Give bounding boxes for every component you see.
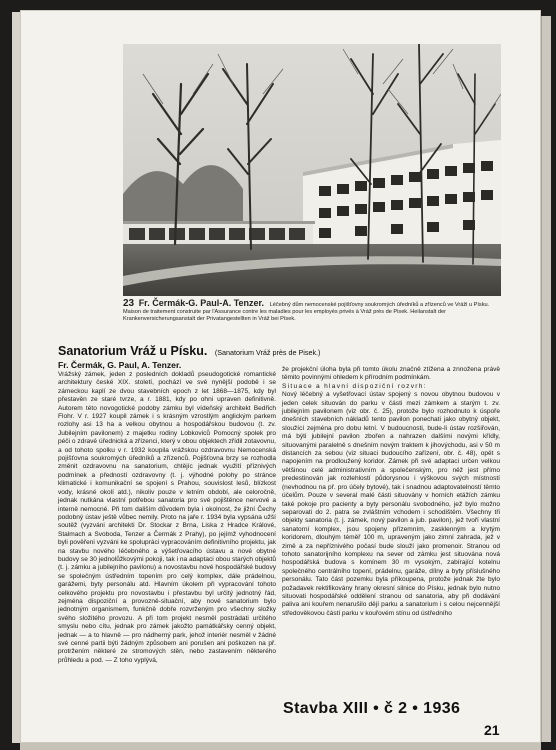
figure-number: 23 — [123, 298, 135, 309]
article-byline: Fr. Čermák, G. Paul, A. Tenzer. — [58, 360, 182, 370]
page-edge-left — [12, 12, 20, 743]
page-bottom-edge — [20, 743, 541, 750]
section-heading: Situace a hlavní dispoziční rozvrh: — [282, 382, 427, 390]
sanatorium-photo — [123, 44, 501, 296]
photo-caption — [123, 300, 503, 324]
magazine-issue: Stavba XIII • č 2 • 1936 — [283, 700, 461, 717]
page-edge-right — [541, 16, 551, 742]
article-title-text: Sanatorium Vráž u Písku. — [58, 344, 208, 358]
page-number: 21 — [484, 722, 500, 738]
article-title — [58, 344, 320, 358]
caption-text: Léčebný dům nemocenské pojišťovny soukromých úředníků a zřízenců ve Vráži u Písku. Maison de traitement construite par l'Assurance contre les maladies pour les employés privés à Vráž près de Pisek. Heilanstalt der Krankenversicherungsanstalt der Privatangestellten in Vráž bei Písek. — [123, 302, 490, 323]
article-column-left — [58, 371, 276, 665]
column-right-text: Nový léčebný a vyšetřovací ústav spojený s novou obytnou budovou v jeden celek situován do parku v části mezi zámkem a starým t. zv. jubilejním pavilonem (viz obr. č. 25), protože bylo rozhodnuto k úspoře dnešních stavebních nákladů tento pavilon ponechati jako obytný objekt, sloužící zejména pro dobu letní. V budoucnosti, bude-li ústav rozšiřován, má býti jubilejní pavilon zbořen a nahrazen dalšími novými křídly, situovanými paralelně s dnešním novým traktem k jihovýchodu, asi v 50 m distancích za sebou (viz situaci budoucího zařízení, obr. č. 48), opět s napojením na prodloužený koridor. Zámek při své adaptaci určen velkou většinou celé administrativním a společenským, pro něž jest přímo predestinován jak rozlehlostí půdorysnou i výškovou svých místností (nevhodnou na př. pro účely bytové), tak i snadnou adaptovatelností těmto účelům. Pouze v several malé části situovány v horních etážích zámku také pokoje pro pacienty a byty personálu svobodného, jež bylo možno separovati do 2. patra se zvláštním vchodem i schodištěm. Všechny tři objekty sanatoria (t. j. zámek, nový pavilon a jub. pavilon), jež tvoří vlastní sanatorní komplex, jsou spojeny přízemním, zasklenným a krytým koridorem, dlouhým téměř 100 m, upraveným jako zimní zahrada, jež v zimě a za nepříznivého počasí bude slouží jako promenoir. Stranou od tohoto sanatorijního komplexu na sever od zámku jest situována nová hospodářská budova s komínem 30 m vysokým, zabírající kotelnu společného centrálního topení, prádelnu, garáže, dílny a byty příslušného personálu. Tato část pozemku byla příkoupena, protože jednak žte bylo požadavek rektifikovány hrany okresní silnice do Písku, jednak bylo nutno situovati hospodářské oddělení stranou od sanatoria, aby při dodávání paliva ani kouřem nenarušilo dějí parku a sanatorium i s celou nejcennější středověkovou částí parku v kouřovém stínu od ústředního — [282, 391, 500, 617]
column-left-text: Vrážský zámek, jeden z posledních dokladů pseudogotické romantické architektury české XIX. století, pochází ve své nynější podobě i se zámeckou kaplí ze dvou stavebních epoch z let 1868—1875, kdy byl přestavěn ze staré tvrze, a r. 1881, kdy po ohni upraven definitivně. Autorem této novogotické podoby zámku byl vídeňský architekt Bedřich Flohr. V r. 1927 koupil zámek i s krásným vzrostlým anglickým parkem rozlohy asi 13 ha a velkou obytnou a hospodářskou budovou (t. zv. Jubilejním pavilonem) z majetku rodiny Lobkoviců Pomocný spolek pro péči o zdravé úřednická a zřízenci, který v obou objektech zřídil zotavovnu, a od tohoto spolku v r. 1932 koupila vrážskou ozdravovnu Nemocenská pojišťovna soukromých úředníků a zřízenců. Pojišťovna brzy se rozhodla změnit ozdravovnu na sanatorium, chtějíc jednak využití příznivých podmínek a předností ozdravovny (t. j. výhodné polohy po stránce klimatické i komunikační se spojení s Prahou, souvislost lesů, blízkost vody, krásné okolí atd.), nikoliv pouze v letním období, ale celoročně, jednak nutkána vlastní potřebou sanatoria pro své pojištěnce nervové a interně nemocné. Při tom dališím důvodem byla i okolnost, že jižní Čechy podobný ústav ještě vůbec nemily. Proto na jaře r. 1934 byla vypsána užší soutěž (vyzváni architekti Dr. Stockar z Brna, Liska z Hradce Králové, Stalmach a Svoboda, Tenzer a Čermák z Prahy), po jejímž vyhodnocení byli pověřeni vyzváni ke spolupráci vypracováním definitivního projektu, jak na stavbu nového léčebného a výšetřovacího ústavu a nové obytné budovy se 30 jednolůžkovými pokoji, tak i na adaptaci obou starých objektů (t. j. zámku a jubilejního pavilonu) a novostavbu nové hospodářské budovy se společným ústředním topením pro celý komplex, dále prádelnou, garážemi, byty personálu atd. Hlavním úkolem při vypracování tohoto celkového projektu pro novostavbu i přestavbu byl určitý jednotný řád, zejména dispoziční a provozně-situační, aby nové sanatorium bylo jednotným organismem, funkčně dobře rozvrženým pro všechny složky svého složitého provozu. A při tom projekt nesměl postrádati určitého smyslu nebo cítu, jednak pro zámek jakožto památkářsky cenný objekt, jednak — a to hlavně — pro nádherný park, jehož interiér nesměl v žádné své cenné partii býti žádným způsobem ani porušen ani poškozen na př. protržením některé ze stromových stěn, nebo zastavením některého průhledu a pod. — Z toho vyplývá, — [58, 371, 276, 664]
article-title-french: (Sanatorium Vráž près de Pisek.) — [214, 348, 321, 357]
column-right-intro: že projekční úloha byla při tomto úkolu značně ztížena a znnožena právě těmito povinnými ohledem k přírodním podmínkám. — [282, 366, 500, 382]
caption-authors: Fr. Čermák-G. Paul-A. Tenzer. — [138, 298, 265, 308]
article-column-right — [282, 366, 500, 618]
